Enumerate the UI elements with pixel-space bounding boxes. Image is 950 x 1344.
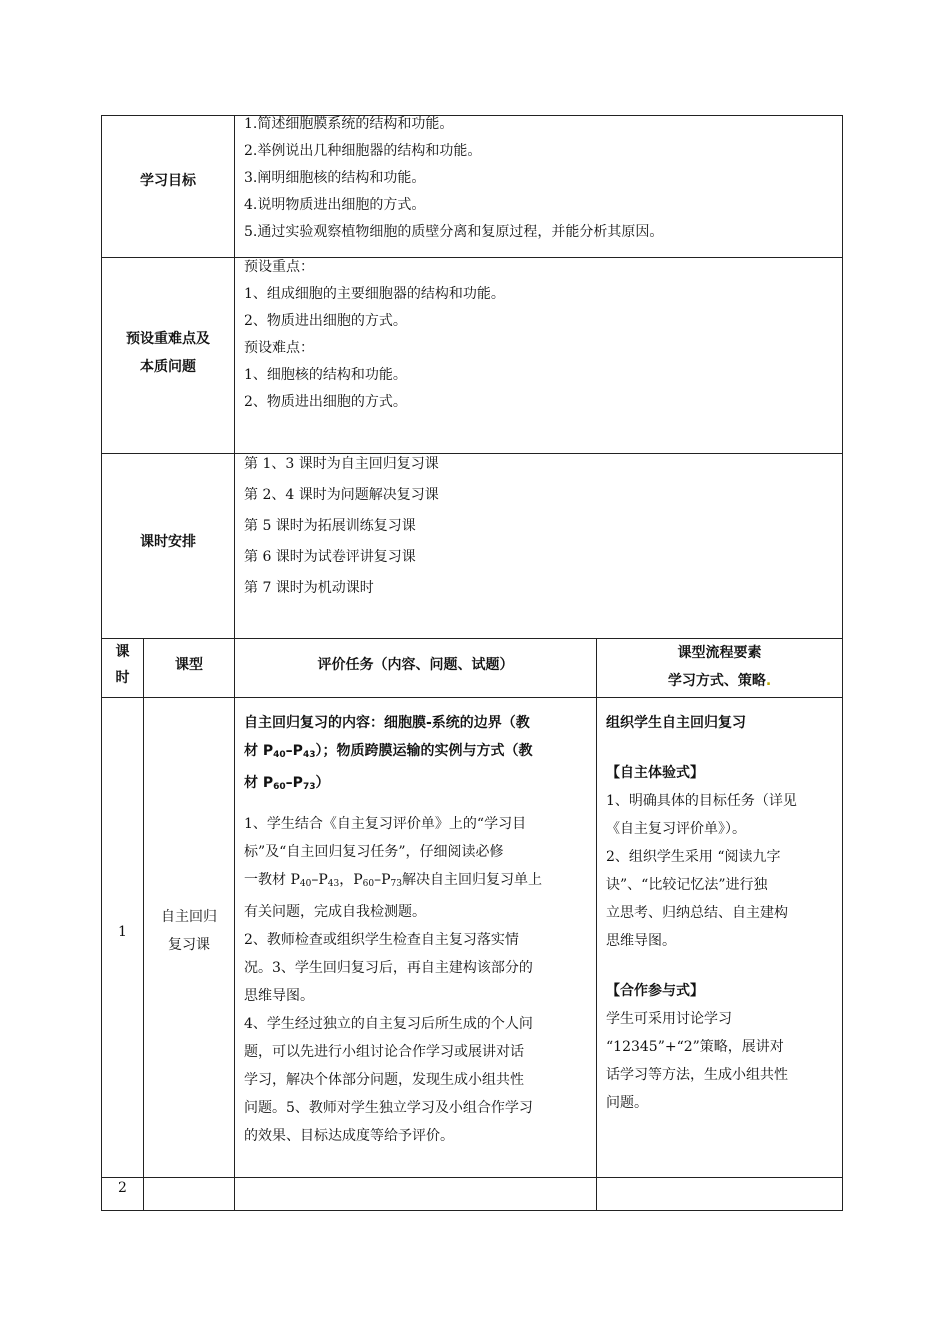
- list-item: 预设难点：: [244, 340, 314, 356]
- list-item: 2、物质进出细胞的方式。: [244, 394, 407, 410]
- list-item: 2、物质进出细胞的方式。: [244, 313, 407, 329]
- list-item: 预设重点：: [244, 259, 314, 275]
- objectives-list: [244, 111, 663, 246]
- list-item: 1、细胞核的结构和功能。: [244, 367, 407, 383]
- list-item: 第 1、3 课时为自主回归复习课: [244, 456, 439, 472]
- header-flow: 课型流程要素 学习方式、策略.: [667, 645, 772, 689]
- schedule-label: 课时安排: [140, 534, 196, 550]
- row2-period: 2: [118, 1180, 127, 1196]
- key-points-list: [244, 254, 505, 416]
- objectives-label: 学习目标: [140, 173, 196, 189]
- row1-flow: 组织学生自主回归复习 【自主体验式】 1、明确具体的目标任务（详见 《自主复习评价单》）。 2、组织学生采用 “阅读九字 诀”、“比较记忆法”进行独 立思考、归纳总结、自主建构 思维导图。 【合作参与式】 学生可采用讨论学习 “12345”+“2”策略，展讲对 话学习等方法，生成小组共性 问题。: [606, 715, 797, 1111]
- list-item: 1、组成细胞的主要细胞器的结构和功能。: [244, 286, 505, 302]
- row1-task-body: 1、学生结合《自主复习评价单》上的“学习目 标”及“自主回归复习任务”，仔细阅读必修 一教材 $P_{40}-P_{43}$，$P_{60}-P_{73}$解决自主回归复习单上 有关问题，完成自我检测题。 2、教师检查或组织学生检查自主复习落实情 况。3、学生回归复习后，再自主建构该部分的 思维导图。 4、学生经过独立的自主复习后所生成的个人问 题，可以先进行小组讨论合作学习或展讲对话 学习，解决个体部分问题，发现生成小组共性 问题。5、教师对学生独立学习及小组合作学习 的效果、目标达成度等给予评价。: [244, 816, 542, 1144]
- key-points-label-line2: 本质问题: [140, 359, 196, 375]
- list-item: 2.举例说出几种细胞器的结构和功能。: [244, 143, 482, 159]
- list-item: 4.说明物质进出细胞的方式。: [244, 197, 426, 213]
- schedule-list: [244, 449, 439, 604]
- header-period: 课 时: [115, 644, 130, 686]
- list-item: 第 2、4 课时为问题解决复习课: [244, 487, 439, 503]
- list-item: 第 6 课时为试卷评讲复习课: [244, 549, 416, 565]
- row1-period: 1: [118, 924, 127, 940]
- header-type: 课型: [175, 657, 203, 673]
- header-task: 评价任务（内容、问题、试题）: [317, 657, 514, 673]
- list-item: 1.简述细胞膜系统的结构和功能。: [244, 116, 454, 132]
- list-item: 5.通过实验观察植物细胞的质壁分离和复原过程，并能分析其原因。: [244, 224, 664, 240]
- key-points-label-line1: 预设重难点及: [126, 331, 210, 347]
- list-item: 3.阐明细胞核的结构和功能。: [244, 170, 426, 186]
- list-item: 第 5 课时为拓展训练复习课: [244, 518, 416, 534]
- row1-type: 自主回归 复习课: [161, 909, 217, 953]
- list-item: 第 7 课时为机动课时: [244, 580, 374, 596]
- key-points-label: [102, 325, 234, 381]
- row1-task-title: 自主回归复习的内容：细胞膜-系统的边界（教 材 $P_{40}-P_{43}$）；物质跨膜运输的实例与方式（教 材 $P_{60}-P_{73}$）: [244, 715, 533, 792]
